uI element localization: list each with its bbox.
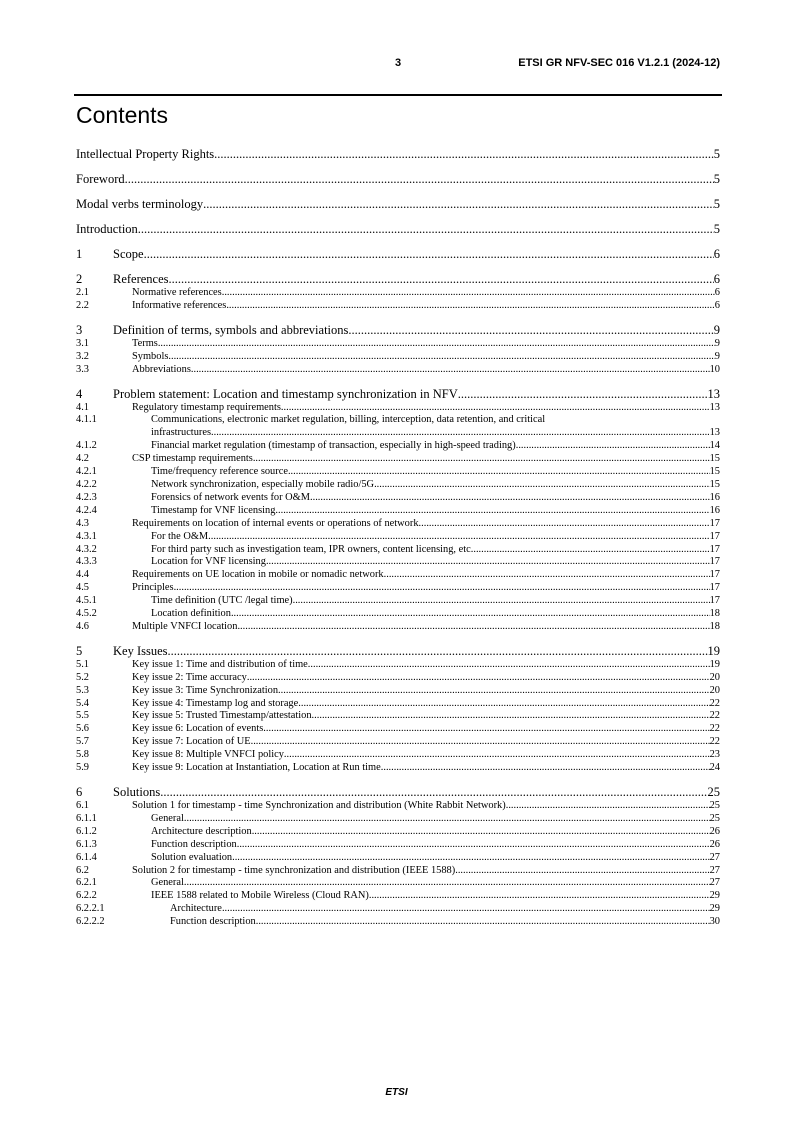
toc-entry-number: 6.1 <box>76 800 89 811</box>
toc-leader-dots <box>256 916 710 929</box>
toc-entry-number: 4.5.1 <box>76 595 97 607</box>
toc-leader-dots <box>284 749 710 762</box>
toc-entry-title: General <box>151 812 184 824</box>
toc-entry-number: 3.1 <box>76 337 89 349</box>
toc-entry[interactable] <box>76 351 720 364</box>
toc-entry-number: 5.4 <box>76 697 89 709</box>
toc-entry[interactable] <box>76 172 720 187</box>
toc-entry-title: Informative references <box>132 299 227 311</box>
toc-entry[interactable] <box>76 685 720 698</box>
toc-entry-title: Key issue 9: Location at Instantiation, Location at Run time <box>132 762 381 774</box>
toc-entry-title: Requirements on location of internal events or operations of network <box>132 517 419 529</box>
toc-entry[interactable] <box>76 440 720 453</box>
toc-leader-dots <box>247 672 710 685</box>
toc-entry-page: 6 <box>713 272 720 286</box>
toc-entry-number: 2.1 <box>76 287 89 298</box>
toc-entry[interactable] <box>76 839 720 852</box>
document-reference: ETSI GR NFV-SEC 016 V1.2.1 (2024-12) <box>518 57 720 69</box>
toc-entry-title: Requirements on UE location in mobile or nomadic network <box>132 569 384 581</box>
toc-leader-dots <box>458 387 708 402</box>
toc-entry-title: Normative references <box>132 287 222 298</box>
toc-entry-number: 1 <box>76 247 83 261</box>
toc-entry-page: 19 <box>709 658 720 670</box>
toc-leader-dots <box>138 222 714 237</box>
toc-entry-page: 22 <box>709 697 720 709</box>
toc-entry-page: 20 <box>709 684 720 696</box>
toc-entry[interactable] <box>76 865 720 878</box>
toc-entry-page: 17 <box>709 530 720 542</box>
toc-entry-number: 5.1 <box>76 658 89 670</box>
toc-entry-page: 29 <box>709 903 720 915</box>
toc-entry[interactable] <box>76 147 720 162</box>
toc-entry-number: 6.2.2.2 <box>76 916 105 928</box>
toc-leader-dots <box>308 659 710 672</box>
toc-entry-page: 20 <box>709 671 720 683</box>
toc-entry[interactable] <box>76 247 720 262</box>
toc-entry[interactable] <box>76 300 720 313</box>
toc-entry-page: 30 <box>709 916 720 928</box>
toc-entry-page: 17 <box>709 517 720 529</box>
toc-entry-title: Multiple VNFCI location <box>132 620 238 632</box>
toc-entry[interactable] <box>76 479 720 492</box>
toc-entry-title: Principles <box>132 582 174 594</box>
toc-entry-page: 5 <box>713 222 720 236</box>
toc-entry-title: Introduction <box>76 222 138 236</box>
toc-entry[interactable] <box>76 272 720 287</box>
toc-entry-page: 17 <box>709 556 720 568</box>
toc-entry-number: 4.2.4 <box>76 504 97 516</box>
toc-entry-title: For the O&M <box>151 530 209 542</box>
toc-entry-page: 17 <box>709 582 720 594</box>
toc-entry-number: 5.6 <box>76 723 89 735</box>
toc-entry[interactable] <box>76 736 720 749</box>
toc-entry-number: 4.2.2 <box>76 478 97 490</box>
toc-entry-title: Key Issues <box>113 643 168 658</box>
toc-entry[interactable] <box>76 852 720 865</box>
toc-entry-number: 5 <box>76 643 83 658</box>
toc-entry[interactable] <box>76 197 720 212</box>
toc-entry-page: 15 <box>709 478 720 490</box>
toc-leader-dots <box>214 147 714 162</box>
toc-entry-number: 5.8 <box>76 749 89 761</box>
toc-leader-dots <box>158 338 715 351</box>
toc-entry[interactable] <box>76 800 720 813</box>
toc-entry[interactable] <box>76 621 720 634</box>
toc-entry-number: 3 <box>76 322 83 337</box>
toc-entry-page: 6 <box>714 287 720 298</box>
toc-entry-page: 25 <box>707 785 720 799</box>
toc-entry-title: Symbols <box>132 350 169 362</box>
toc-entry-page: 26 <box>709 838 720 850</box>
page-number: 3 <box>394 57 402 69</box>
toc-entry-page: 15 <box>709 466 720 478</box>
toc-leader-dots <box>348 323 713 338</box>
toc-leader-dots <box>288 466 710 479</box>
toc-leader-dots <box>237 839 710 852</box>
toc-entry-page: 9 <box>713 322 720 337</box>
toc-entry-number: 2.2 <box>76 299 89 311</box>
toc-leader-dots <box>208 531 709 544</box>
toc-leader-dots <box>252 826 710 839</box>
toc-entry-title: Terms <box>132 337 158 349</box>
toc-entry-title-continued: infrastructures <box>151 427 212 439</box>
toc-entry[interactable] <box>76 402 720 415</box>
toc-entry-title: Communications, electronic market regulation, billing, interception, data retention, and critical <box>151 414 546 426</box>
toc-leader-dots <box>381 762 710 775</box>
toc-entry-title: Key issue 5: Trusted Timestamp/attestation <box>132 710 312 722</box>
toc-entry-title: Key issue 1: Time and distribution of time <box>132 658 308 670</box>
toc-entry-number: 5.3 <box>76 684 89 696</box>
toc-entry-number: 4.6 <box>76 620 89 632</box>
toc-entry-page: 27 <box>709 877 720 889</box>
toc-entry-number: 5.2 <box>76 671 89 683</box>
toc-entry-page: 23 <box>709 749 720 761</box>
toc-entry-page: 17 <box>709 569 720 581</box>
toc-entry-page: 17 <box>709 543 720 555</box>
toc-entry-title: Definition of terms, symbols and abbreviations <box>113 322 349 337</box>
toc-leader-dots <box>222 903 710 916</box>
toc-entry-title: Architecture <box>170 903 222 915</box>
toc-entry[interactable] <box>76 644 720 659</box>
toc-entry-page: 16 <box>709 491 720 503</box>
toc-entry[interactable] <box>76 453 720 466</box>
toc-entry-title: Key issue 8: Multiple VNFCI policy <box>132 749 284 761</box>
toc-leader-dots <box>174 582 710 595</box>
toc-entry-title: Solutions <box>113 785 161 799</box>
toc-entry-page: 5 <box>713 197 720 211</box>
toc-entry-page: 27 <box>709 851 720 863</box>
toc-entry[interactable] <box>76 466 720 479</box>
toc-entry-number: 6.1.4 <box>76 851 97 863</box>
toc-entry-page: 22 <box>709 723 720 735</box>
toc-entry-page: 6 <box>714 299 720 311</box>
toc-leader-dots <box>473 544 709 557</box>
toc-entry[interactable] <box>76 323 720 338</box>
toc-entry-title: Key issue 7: Location of UE <box>132 736 251 748</box>
toc-entry-page: 29 <box>709 890 720 902</box>
toc-entry-number: 6.1.3 <box>76 838 97 850</box>
toc-entry[interactable] <box>76 387 720 402</box>
toc-entry[interactable] <box>76 698 720 711</box>
toc-entry-title: Abbreviations <box>132 363 191 375</box>
toc-entry-page: 22 <box>709 736 720 748</box>
toc-leader-dots <box>251 736 710 749</box>
toc-leader-dots <box>275 505 709 518</box>
toc-entry-page: 16 <box>709 504 720 516</box>
toc-leader-dots <box>168 351 714 364</box>
toc-leader-dots <box>125 172 714 187</box>
toc-entry-title: Network synchronization, especially mobile radio/5G <box>151 478 375 490</box>
toc-entry-page: 17 <box>709 595 720 607</box>
toc-entry-title: Solution 1 for timestamp - time Synchronization and distribution (White Rabbit Network) <box>132 800 506 811</box>
toc-entry-title: Timestamp for VNF licensing <box>151 504 276 516</box>
toc-entry-page: 13 <box>709 401 720 413</box>
toc-entry[interactable] <box>76 672 720 685</box>
toc-entry-page: 15 <box>709 453 720 465</box>
toc-entry-title: Time/frequency reference source <box>151 466 288 478</box>
toc-entry-number: 6.2 <box>76 864 89 876</box>
toc-entry-number: 4.5.2 <box>76 608 97 620</box>
toc-entry-number: 6.1.2 <box>76 825 97 837</box>
toc-leader-dots <box>516 440 710 453</box>
toc-entry[interactable] <box>76 556 720 569</box>
toc-entry-number: 6.1.1 <box>76 812 97 824</box>
toc-entry-title: Key issue 4: Timestamp log and storage <box>132 697 299 709</box>
toc-leader-dots <box>253 453 710 466</box>
toc-entry[interactable] <box>76 595 720 608</box>
toc-leader-dots <box>419 518 710 531</box>
toc-leader-dots <box>191 364 710 377</box>
toc-entry-number: 3.2 <box>76 350 89 362</box>
toc-leader-dots <box>374 479 710 492</box>
toc-entry-title: Function description <box>151 838 237 850</box>
toc-entry-title: Architecture description <box>151 825 252 837</box>
toc-entry-page: 13 <box>707 386 720 401</box>
toc-entry[interactable] <box>76 505 720 518</box>
toc-leader-dots <box>226 300 714 313</box>
toc-entry-page: 9 <box>714 350 720 362</box>
toc-entry-title: IEEE 1588 related to Mobile Wireless (Cloud RAN) <box>151 890 369 902</box>
toc-leader-dots <box>312 710 710 723</box>
toc-entry-number: 4 <box>76 386 83 401</box>
toc-entry-number: 4.5 <box>76 582 89 594</box>
toc-entry-title: References <box>113 272 169 286</box>
toc-entry-title: Location for VNF licensing <box>151 556 266 568</box>
toc-entry[interactable] <box>76 222 720 237</box>
toc-entry-page: 26 <box>709 825 720 837</box>
toc-entry-title: Key issue 2: Time accuracy <box>132 671 247 683</box>
toc-entry-number: 6 <box>76 785 83 799</box>
toc-entry-number: 6.2.1 <box>76 877 97 889</box>
toc-entry-number: 6.2.2 <box>76 890 97 902</box>
toc-entry-number: 4.3.3 <box>76 556 97 568</box>
toc-entry-title: Key issue 6: Location of events <box>132 723 264 735</box>
toc-entry-page: 18 <box>709 608 720 620</box>
toc-entry[interactable] <box>76 364 720 377</box>
toc-leader-dots <box>310 492 710 505</box>
toc-entry-number: 4.3 <box>76 517 89 529</box>
toc-entry[interactable] <box>76 608 720 621</box>
page-footer: ETSI <box>385 1087 408 1098</box>
toc-leader-dots <box>222 287 715 300</box>
toc-entry-title: Financial market regulation (timestamp of transaction, especially in high-speed trading) <box>151 440 516 452</box>
toc-entry-page: 14 <box>709 440 720 452</box>
toc-entry-page: 19 <box>707 643 720 658</box>
toc-entry-number: 4.2 <box>76 453 89 465</box>
toc-leader-dots <box>293 595 710 608</box>
toc-entry-number: 5.7 <box>76 736 89 748</box>
toc-leader-dots <box>232 852 710 865</box>
toc-entry-title: Time definition (UTC /legal time) <box>151 595 293 607</box>
toc-entry[interactable] <box>76 544 720 557</box>
toc-entry[interactable] <box>76 531 720 544</box>
toc-entry-number: 4.1.2 <box>76 440 97 452</box>
toc-entry-title: For third party such as investigation team, IPR owners, content licensing, etc. <box>151 543 474 555</box>
toc-leader-dots <box>184 877 710 890</box>
toc-entry-page: 5 <box>713 172 720 186</box>
toc-entry-title: Forensics of network events for O&M <box>151 491 311 503</box>
toc-entry[interactable] <box>76 569 720 582</box>
toc-entry-page: 22 <box>709 710 720 722</box>
toc-entry-page: 9 <box>714 337 720 349</box>
toc-leader-dots <box>506 800 710 813</box>
toc-entry-title: Scope <box>113 247 144 261</box>
toc-entry[interactable] <box>76 710 720 723</box>
toc-entry[interactable] <box>76 762 720 775</box>
toc-entry-title: Regulatory timestamp requirements <box>132 401 281 413</box>
toc-entry-title: CSP timestamp requirements <box>132 453 253 465</box>
toc-entry-title: Key issue 3: Time Synchronization <box>132 684 279 696</box>
toc-entry-title: Solution 2 for timestamp - time synchronization and distribution (IEEE 1588) <box>132 864 456 876</box>
toc-leader-dots <box>369 890 710 903</box>
toc-entry[interactable] <box>76 916 720 929</box>
toc-entry-title: Problem statement: Location and timestamp synchronization in NFV <box>113 386 458 401</box>
toc-entry[interactable] <box>76 903 720 916</box>
toc-entry-number: 4.2.3 <box>76 491 97 503</box>
toc-entry-number: 4.3.1 <box>76 530 97 542</box>
toc-entry-page: 24 <box>709 762 720 774</box>
toc-entry-number: 4.4 <box>76 569 89 581</box>
toc-leader-dots <box>160 785 707 800</box>
toc-entry[interactable] <box>76 749 720 762</box>
toc-leader-dots <box>281 402 710 415</box>
toc-entry-page: 18 <box>709 620 720 632</box>
toc-leader-dots <box>169 272 714 287</box>
toc-entry-number: 3.3 <box>76 363 89 375</box>
toc-leader-dots <box>278 685 710 698</box>
toc-entry-page: 6 <box>713 247 720 261</box>
toc-entry-title: General <box>151 877 184 889</box>
toc-entry[interactable] <box>76 518 720 531</box>
toc-entry[interactable] <box>76 826 720 839</box>
toc-entry[interactable] <box>76 414 720 440</box>
toc-leader-dots <box>231 608 710 621</box>
toc-entry-title: Function description <box>170 916 256 928</box>
toc-entry[interactable] <box>76 582 720 595</box>
toc-leader-dots <box>211 427 710 440</box>
toc-leader-dots <box>237 621 709 634</box>
toc-entry-number: 5.5 <box>76 710 89 722</box>
toc-entry[interactable] <box>76 813 720 826</box>
toc-entry[interactable] <box>76 492 720 505</box>
toc-entry-page: 25 <box>709 812 720 824</box>
toc-leader-dots <box>263 723 709 736</box>
toc-leader-dots <box>266 556 710 569</box>
toc-entry-page: 10 <box>709 363 720 375</box>
toc-entry[interactable] <box>76 785 720 800</box>
toc-leader-dots <box>384 569 710 582</box>
page-title: Contents <box>76 102 169 128</box>
toc-entry-title: Solution evaluation <box>151 851 233 863</box>
toc-leader-dots <box>203 197 714 212</box>
toc-leader-dots <box>455 865 709 878</box>
toc-entry-number: 4.1 <box>76 401 89 413</box>
toc-entry-page: 13 <box>709 427 720 439</box>
toc-entry-page: 5 <box>713 147 720 161</box>
toc-entry-title: Intellectual Property Rights <box>76 147 215 161</box>
toc-entry-number: 6.2.2.1 <box>76 903 105 915</box>
toc-entry-title: Location definition <box>151 608 231 620</box>
toc-leader-dots <box>168 644 708 659</box>
toc-entry-number: 4.2.1 <box>76 466 97 478</box>
toc-entry-page: 25 <box>709 800 720 811</box>
page-header <box>76 57 720 73</box>
toc-entry[interactable] <box>76 287 720 300</box>
toc-entry-title: Foreword <box>76 172 125 186</box>
toc-entry[interactable] <box>76 723 720 736</box>
toc-entry-number: 2 <box>76 272 83 286</box>
toc-entry-number: 4.3.2 <box>76 543 97 555</box>
toc-entry[interactable] <box>76 659 720 672</box>
toc-entry-number: 5.9 <box>76 762 89 774</box>
toc-entry-page: 27 <box>709 864 720 876</box>
toc-leader-dots <box>298 698 709 711</box>
header-rule <box>74 94 722 96</box>
toc-entry[interactable] <box>76 877 720 890</box>
toc-entry-number: 4.1.1 <box>76 414 97 426</box>
toc-entry[interactable] <box>76 890 720 903</box>
toc-leader-dots <box>144 247 714 262</box>
toc-entry-title: Modal verbs terminology <box>76 197 204 211</box>
toc-leader-dots <box>184 813 710 826</box>
table-of-contents <box>76 140 720 929</box>
toc-entry[interactable] <box>76 338 720 351</box>
